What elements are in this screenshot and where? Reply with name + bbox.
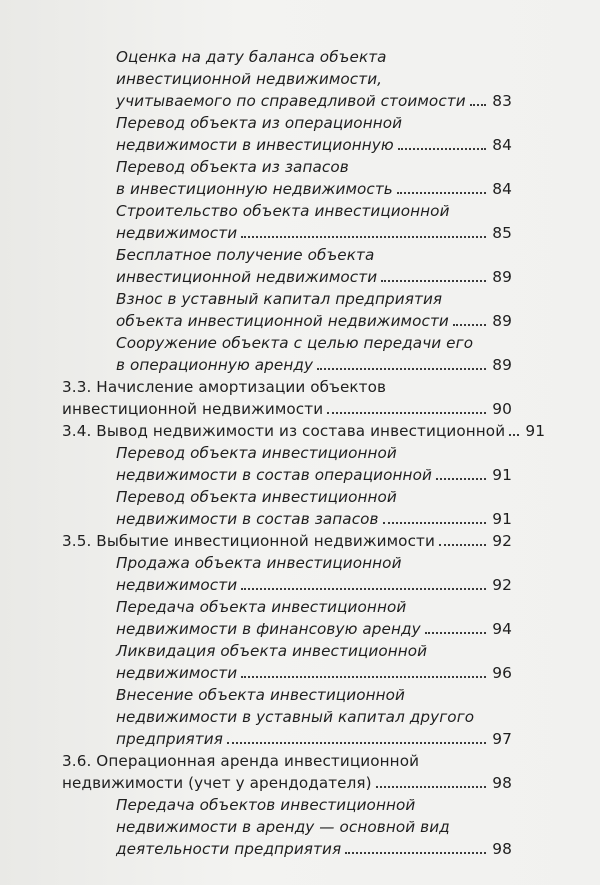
toc-entry-text: недвижимости в состав операционной (116, 466, 432, 484)
toc-page-number: 89 (492, 312, 512, 330)
toc-page-number: 92 (492, 576, 512, 594)
toc-entry-line (116, 354, 512, 376)
toc-entry-text: недвижимости в инвестиционную (116, 136, 394, 154)
toc-entry-line (116, 794, 512, 816)
dot-leader (398, 134, 486, 150)
toc-entry-text: Сооружение объекта с целью передачи его (116, 334, 474, 352)
toc-page-number: 91 (525, 422, 546, 440)
toc-entry-line (116, 266, 512, 288)
toc-entry-line (116, 552, 512, 574)
toc-entry-line (116, 156, 512, 178)
toc-entry-line (116, 200, 512, 222)
toc-entry-text: недвижимости (116, 664, 238, 682)
toc-entry-line (116, 134, 512, 156)
toc-page-number: 84 (492, 180, 512, 198)
toc-entry-text: 3.6. Операционная аренда инвестиционной (62, 752, 420, 770)
toc-page-number: 96 (492, 664, 512, 682)
toc-entry-line (116, 442, 512, 464)
toc-entry-text: объекта инвестиционной недвижимости (116, 312, 449, 330)
toc-page-number: 97 (492, 730, 512, 748)
toc-entry-line (116, 46, 512, 68)
dot-leader (241, 662, 486, 678)
toc-entry-line (116, 244, 512, 266)
toc-entry-text: Строительство объекта инвестиционной (116, 202, 450, 220)
toc-entry-line (62, 398, 512, 420)
toc-entry-text: 3.3. Начисление амортизации объектов (62, 378, 387, 396)
toc-entry-text: Перевод объекта инвестиционной (116, 444, 397, 462)
toc-section-entry (0, 420, 600, 442)
toc-entry-line (62, 376, 512, 398)
toc-entry-text: предприятия (116, 730, 223, 748)
toc-entry-text: в операционную аренду (116, 356, 314, 374)
toc-subsection-entry (0, 552, 600, 596)
toc-entry-text: недвижимости в финансовую аренду (116, 620, 421, 638)
toc-page-number: 94 (492, 620, 512, 638)
toc-entry-line (116, 178, 512, 200)
toc-subsection-entry (0, 244, 600, 288)
toc-entry-text: недвижимости (116, 224, 238, 242)
toc-entry-line (116, 112, 512, 134)
toc-entry-text: недвижимости (116, 576, 238, 594)
toc-entry-text: Передача объекта инвестиционной (116, 598, 407, 616)
dot-leader (345, 838, 486, 854)
toc-entry-text: недвижимости (учет у арендодателя) (62, 774, 372, 792)
toc-page-number: 90 (492, 400, 512, 418)
dot-leader (241, 222, 486, 238)
toc-entry-line (116, 332, 512, 354)
toc-entry-text: недвижимости в аренду — основной вид (116, 818, 450, 836)
toc-page-number: 85 (492, 224, 512, 242)
dot-leader (397, 178, 486, 194)
dot-leader (470, 90, 486, 106)
dot-leader (509, 420, 519, 436)
toc-entry-line (116, 838, 512, 860)
toc-entry-text: недвижимости в состав запасов (116, 510, 379, 528)
toc-page-number: 91 (492, 510, 512, 528)
toc-entry-line (116, 464, 512, 486)
dot-leader (227, 728, 486, 744)
toc-entry-line (116, 574, 512, 596)
toc-entry-line (116, 508, 512, 530)
toc-entry-line (116, 816, 512, 838)
toc-subsection-entry (0, 794, 600, 860)
toc-subsection-entry (0, 684, 600, 750)
toc-page-number: 89 (492, 268, 512, 286)
toc-page-number: 92 (492, 532, 512, 550)
toc-section-entry (0, 750, 600, 794)
toc-section-entry (0, 530, 600, 552)
toc-entry-line (116, 68, 512, 90)
toc-page-number: 98 (492, 774, 512, 792)
toc-entry-text: инвестиционной недвижимости (116, 268, 378, 286)
dot-leader (381, 266, 486, 282)
toc-subsection-entry (0, 288, 600, 332)
toc-entry-line (116, 596, 512, 618)
dot-leader (453, 310, 486, 326)
toc-page-number: 89 (492, 356, 512, 374)
toc-page-number: 84 (492, 136, 512, 154)
toc-subsection-entry (0, 640, 600, 684)
dot-leader (317, 354, 486, 370)
toc-page-number: 83 (492, 92, 512, 110)
toc-entry-line (116, 640, 512, 662)
toc-entry-line (116, 288, 512, 310)
toc-entry-text: Перевод объекта из запасов (116, 158, 349, 176)
toc-entry-line (116, 706, 512, 728)
toc-subsection-entry (0, 486, 600, 530)
toc-entry-line (62, 750, 512, 772)
toc-page-number: 91 (492, 466, 512, 484)
toc-entry-text: инвестиционной недвижимости, (116, 70, 383, 88)
toc-entry-line (62, 530, 512, 552)
toc-entry-line (116, 728, 512, 750)
toc-entry-line (116, 90, 512, 112)
dot-leader (241, 574, 486, 590)
toc-entry-line (116, 222, 512, 244)
table-of-contents (0, 46, 600, 860)
toc-entry-text: Передача объектов инвестиционной (116, 796, 416, 814)
dot-leader (436, 464, 486, 480)
toc-entry-line (116, 618, 512, 640)
toc-entry-text: Продажа объекта инвестиционной (116, 554, 402, 572)
toc-entry-text: деятельности предприятия (116, 840, 342, 858)
toc-section-entry (0, 376, 600, 420)
toc-entry-text: Оценка на дату баланса объекта (116, 48, 387, 66)
toc-entry-text: Взнос в уставный капитал предприятия (116, 290, 443, 308)
toc-entry-text: Внесение объекта инвестиционной (116, 686, 406, 704)
toc-entry-line (62, 420, 546, 442)
toc-entry-text: инвестиционной недвижимости (62, 400, 324, 418)
dot-leader (383, 508, 486, 524)
dot-leader (425, 618, 486, 634)
toc-subsection-entry (0, 46, 600, 112)
toc-page-number: 98 (492, 840, 512, 858)
toc-entry-line (116, 486, 512, 508)
toc-entry-line (116, 684, 512, 706)
toc-entry-text: в инвестиционную недвижимость (116, 180, 393, 198)
toc-subsection-entry (0, 112, 600, 156)
toc-entry-text: учитываемого по справедливой стоимости (116, 92, 466, 110)
toc-entry-line (116, 662, 512, 684)
toc-entry-text: недвижимости в уставный капитал другого (116, 708, 475, 726)
toc-entry-text: Перевод объекта инвестиционной (116, 488, 397, 506)
dot-leader (327, 398, 486, 414)
toc-subsection-entry (0, 596, 600, 640)
toc-subsection-entry (0, 332, 600, 376)
toc-entry-text: 3.5. Выбытие инвестиционной недвижимости (62, 532, 435, 550)
toc-subsection-entry (0, 442, 600, 486)
dot-leader (439, 530, 486, 546)
toc-entry-line (62, 772, 512, 794)
toc-entry-text: Ликвидация объекта инвестиционной (116, 642, 428, 660)
toc-subsection-entry (0, 200, 600, 244)
toc-entry-line (116, 310, 512, 332)
dot-leader (376, 772, 486, 788)
toc-entry-text: Бесплатное получение объекта (116, 246, 375, 264)
toc-entry-text: Перевод объекта из операционной (116, 114, 403, 132)
toc-entry-text: 3.4. Вывод недвижимости из состава инвестиционной (62, 422, 506, 440)
toc-subsection-entry (0, 156, 600, 200)
